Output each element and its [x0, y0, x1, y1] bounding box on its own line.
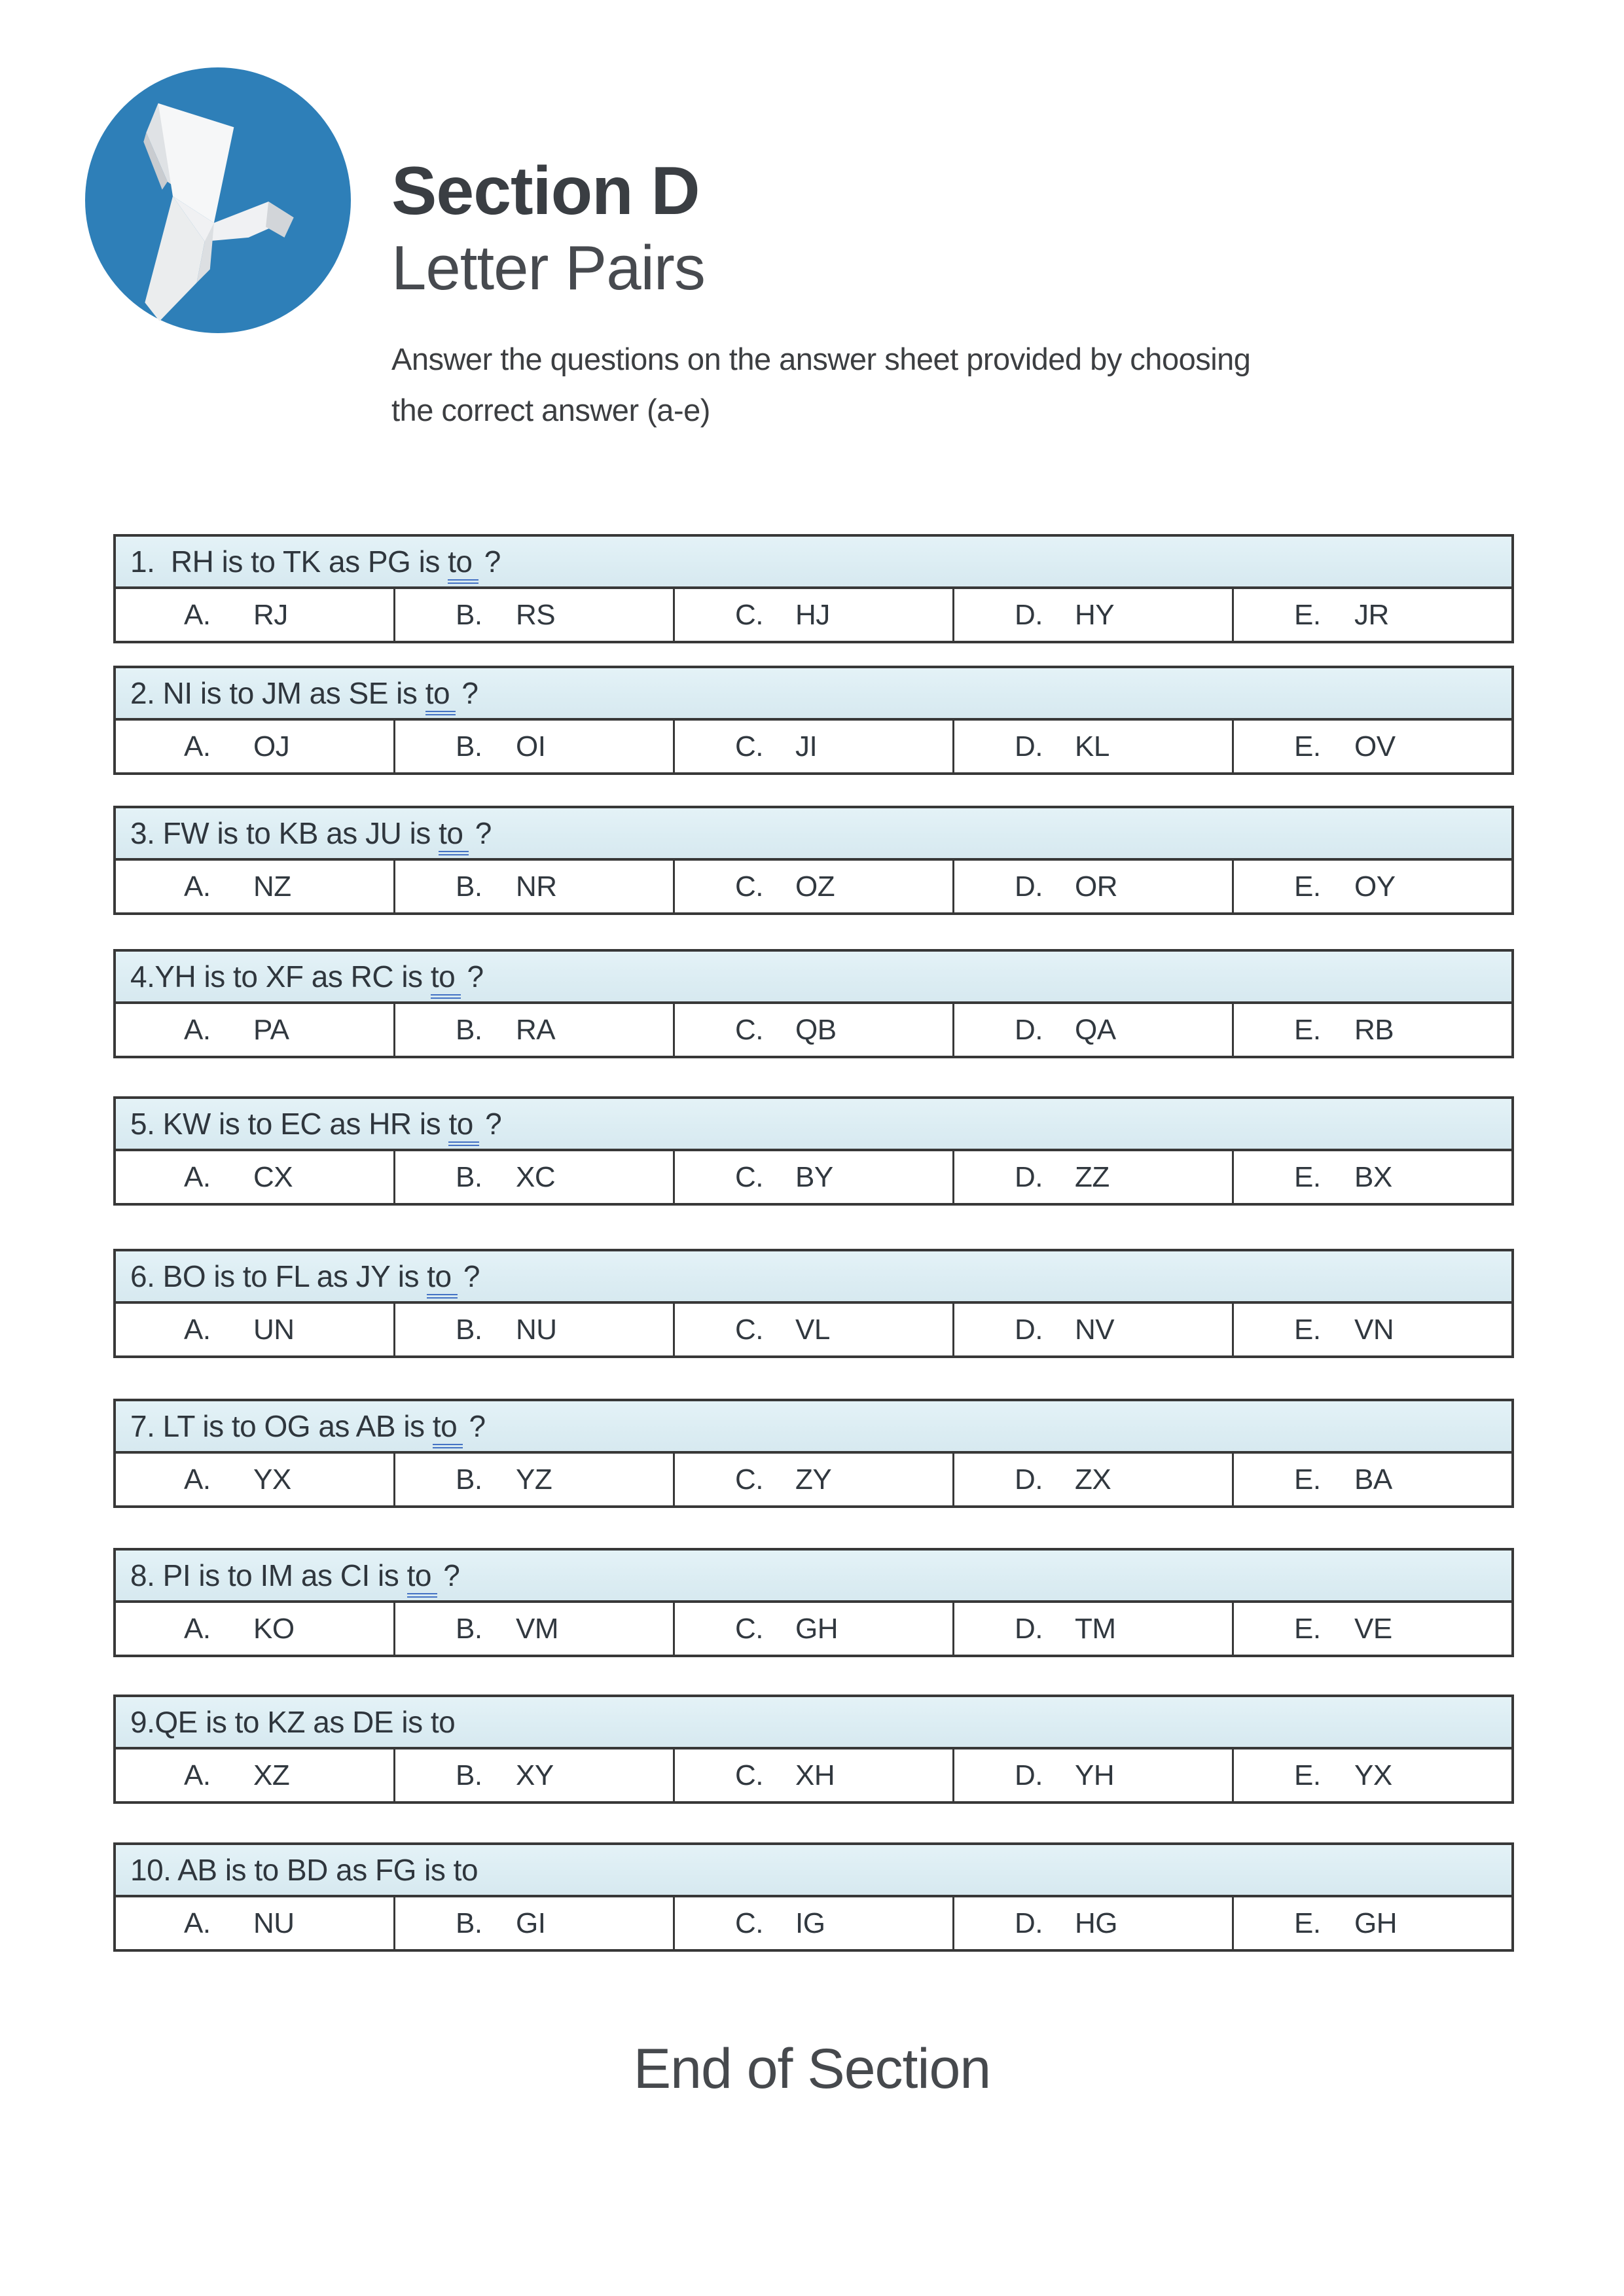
- question-text-pre: 4.YH is to XF as RC is: [130, 960, 431, 994]
- option-letter: D.: [1015, 730, 1043, 762]
- option-letter: E.: [1294, 1463, 1321, 1496]
- option-value: RA: [516, 1013, 556, 1046]
- option-cell-c: [675, 861, 954, 912]
- question-text: [130, 959, 484, 994]
- instructions: [391, 334, 1537, 436]
- options-row: [116, 589, 1511, 641]
- option-value: JR: [1354, 598, 1389, 631]
- question-block: [113, 1842, 1514, 1952]
- option-letter: B.: [456, 1612, 482, 1645]
- option-cell-d: [954, 589, 1234, 641]
- options-row: [116, 1603, 1511, 1655]
- option-value: YX: [253, 1463, 291, 1496]
- option-cell-d: [954, 861, 1234, 912]
- instructions-line-1: Answer the questions on the answer sheet provided by choosing: [391, 341, 1251, 376]
- option-value: KO: [253, 1612, 295, 1645]
- question-text-underlined: to: [425, 676, 456, 715]
- question-block: [113, 1096, 1514, 1206]
- question-text-pre: 7. LT is to OG as AB is: [130, 1409, 433, 1443]
- question-header: [116, 1099, 1511, 1151]
- question-block: [113, 666, 1514, 775]
- question-header: [116, 537, 1511, 589]
- question-block: [113, 1695, 1514, 1804]
- option-cell-e: [1234, 1897, 1511, 1949]
- option-value: GH: [1354, 1907, 1397, 1939]
- option-value: VL: [795, 1313, 830, 1346]
- question-text-post: ?: [455, 1259, 480, 1293]
- option-cell-b: [395, 1304, 675, 1355]
- option-letter: B.: [456, 1013, 482, 1046]
- option-cell-c: [675, 1749, 954, 1801]
- question-text-post: ?: [476, 545, 501, 579]
- option-value: XY: [516, 1759, 554, 1791]
- option-letter: C.: [735, 1013, 763, 1046]
- question-text-post: ?: [477, 1107, 502, 1141]
- option-value: XZ: [253, 1759, 290, 1791]
- option-value: YX: [1354, 1759, 1392, 1791]
- options-row: [116, 1151, 1511, 1203]
- option-letter: D.: [1015, 1759, 1043, 1791]
- option-value: KL: [1075, 730, 1110, 762]
- option-letter: E.: [1294, 730, 1321, 762]
- question-text-underlined: to: [433, 1409, 463, 1448]
- option-cell-a: [116, 1004, 395, 1056]
- option-cell-a: [116, 1749, 395, 1801]
- option-cell-c: [675, 1004, 954, 1056]
- question-text: [130, 1704, 455, 1740]
- question-text-post: ?: [467, 816, 492, 850]
- options-row: [116, 861, 1511, 912]
- option-letter: A.: [184, 730, 211, 762]
- option-cell-b: [395, 1603, 675, 1655]
- option-value: CX: [253, 1160, 293, 1193]
- option-cell-c: [675, 1603, 954, 1655]
- option-value: RB: [1354, 1013, 1394, 1046]
- question-text: [130, 1558, 460, 1593]
- question-text-post: ?: [459, 960, 484, 994]
- option-cell-a: [116, 1151, 395, 1203]
- option-letter: A.: [184, 870, 211, 903]
- option-cell-a: [116, 721, 395, 772]
- option-letter: C.: [735, 1907, 763, 1939]
- option-cell-e: [1234, 1304, 1511, 1355]
- option-value: BY: [795, 1160, 833, 1193]
- option-value: OV: [1354, 730, 1396, 762]
- option-letter: E.: [1294, 1160, 1321, 1193]
- question-text-post: ?: [435, 1558, 460, 1592]
- option-letter: A.: [184, 1759, 211, 1791]
- option-cell-c: [675, 589, 954, 641]
- page-title: Section D: [391, 153, 700, 229]
- option-cell-b: [395, 861, 675, 912]
- option-cell-a: [116, 589, 395, 641]
- questions-list: [113, 534, 1514, 1952]
- option-cell-a: [116, 1897, 395, 1949]
- option-letter: B.: [456, 1463, 482, 1496]
- question-text-underlined: to: [448, 1107, 478, 1146]
- question-block: [113, 1399, 1514, 1508]
- option-value: ZY: [795, 1463, 832, 1496]
- question-text: [130, 1852, 478, 1888]
- option-value: NR: [516, 870, 557, 903]
- question-text: [130, 816, 492, 851]
- options-row: [116, 1004, 1511, 1056]
- option-value: OI: [516, 730, 546, 762]
- option-value: XC: [516, 1160, 556, 1193]
- options-row: [116, 721, 1511, 772]
- option-cell-b: [395, 1749, 675, 1801]
- option-value: TM: [1075, 1612, 1116, 1645]
- question-header: [116, 952, 1511, 1004]
- option-value: OZ: [795, 870, 835, 903]
- option-letter: E.: [1294, 1907, 1321, 1939]
- question-text: [130, 1259, 480, 1294]
- option-letter: C.: [735, 598, 763, 631]
- option-letter: E.: [1294, 1313, 1321, 1346]
- option-cell-b: [395, 1151, 675, 1203]
- option-cell-e: [1234, 1749, 1511, 1801]
- question-text-pre: 6. BO is to FL as JY is: [130, 1259, 427, 1293]
- option-letter: D.: [1015, 1313, 1043, 1346]
- question-text: [130, 544, 501, 579]
- options-row: [116, 1304, 1511, 1355]
- option-cell-b: [395, 1004, 675, 1056]
- question-text-pre: 10. AB is to BD as FG is to: [130, 1853, 478, 1887]
- option-cell-d: [954, 1304, 1234, 1355]
- option-cell-c: [675, 1151, 954, 1203]
- question-block: [113, 1548, 1514, 1657]
- option-cell-a: [116, 861, 395, 912]
- question-header: [116, 1551, 1511, 1603]
- option-letter: E.: [1294, 1759, 1321, 1791]
- question-text-pre: 3. FW is to KB as JU is: [130, 816, 439, 850]
- question-text-pre: 1. RH is to TK as PG is: [130, 545, 448, 579]
- option-value: NV: [1075, 1313, 1115, 1346]
- option-letter: D.: [1015, 870, 1043, 903]
- question-text-underlined: to: [407, 1558, 437, 1598]
- option-letter: D.: [1015, 1612, 1043, 1645]
- option-cell-b: [395, 1454, 675, 1505]
- option-letter: E.: [1294, 870, 1321, 903]
- option-letter: A.: [184, 1313, 211, 1346]
- option-value: NZ: [253, 870, 291, 903]
- option-value: VM: [516, 1612, 558, 1645]
- option-letter: E.: [1294, 1013, 1321, 1046]
- option-letter: B.: [456, 730, 482, 762]
- option-value: HJ: [795, 598, 830, 631]
- question-header: [116, 1697, 1511, 1749]
- option-letter: C.: [735, 730, 763, 762]
- option-value: HY: [1075, 598, 1115, 631]
- option-value: OR: [1075, 870, 1117, 903]
- option-letter: B.: [456, 1313, 482, 1346]
- question-header: [116, 1401, 1511, 1454]
- option-value: OY: [1354, 870, 1396, 903]
- option-cell-d: [954, 1454, 1234, 1505]
- page-subtitle: Letter Pairs: [391, 233, 705, 304]
- question-text-pre: 8. PI is to IM as CI is: [130, 1558, 407, 1592]
- option-cell-e: [1234, 589, 1511, 641]
- option-value: YH: [1075, 1759, 1115, 1791]
- question-header: [116, 668, 1511, 721]
- option-value: HG: [1075, 1907, 1117, 1939]
- option-value: GI: [516, 1907, 546, 1939]
- option-letter: C.: [735, 1612, 763, 1645]
- option-letter: C.: [735, 1160, 763, 1193]
- option-cell-a: [116, 1304, 395, 1355]
- question-header: [116, 1845, 1511, 1897]
- question-text-post: ?: [454, 676, 478, 710]
- options-row: [116, 1454, 1511, 1505]
- option-value: VN: [1354, 1313, 1394, 1346]
- option-cell-c: [675, 1454, 954, 1505]
- option-cell-a: [116, 1454, 395, 1505]
- option-letter: B.: [456, 598, 482, 631]
- option-letter: D.: [1015, 1013, 1043, 1046]
- option-letter: A.: [184, 1463, 211, 1496]
- option-value: RS: [516, 598, 556, 631]
- options-row: [116, 1897, 1511, 1949]
- option-cell-e: [1234, 1004, 1511, 1056]
- option-letter: A.: [184, 1612, 211, 1645]
- question-text-underlined: to: [448, 545, 478, 584]
- options-row: [116, 1749, 1511, 1801]
- question-text: [130, 1408, 486, 1444]
- option-value: NU: [516, 1313, 557, 1346]
- option-letter: D.: [1015, 1463, 1043, 1496]
- question-text-pre: 2. NI is to JM as SE is: [130, 676, 425, 710]
- option-value: GH: [795, 1612, 838, 1645]
- instructions-line-2: the correct answer (a-e): [391, 392, 710, 427]
- option-letter: B.: [456, 1160, 482, 1193]
- origami-dove-logo: [85, 67, 351, 333]
- option-cell-e: [1234, 1151, 1511, 1203]
- option-value: QB: [795, 1013, 837, 1046]
- option-value: JI: [795, 730, 818, 762]
- option-value: PA: [253, 1013, 289, 1046]
- question-text-pre: 5. KW is to EC as HR is: [130, 1107, 449, 1141]
- question-text-underlined: to: [439, 816, 469, 855]
- option-cell-b: [395, 1897, 675, 1949]
- question-block: [113, 949, 1514, 1058]
- option-value: RJ: [253, 598, 288, 631]
- option-letter: D.: [1015, 1907, 1043, 1939]
- question-text: [130, 675, 478, 711]
- option-cell-d: [954, 1749, 1234, 1801]
- option-value: YZ: [516, 1463, 552, 1496]
- option-value: ZX: [1075, 1463, 1111, 1496]
- question-block: [113, 806, 1514, 915]
- option-cell-c: [675, 1897, 954, 1949]
- option-cell-e: [1234, 721, 1511, 772]
- option-cell-d: [954, 1897, 1234, 1949]
- option-letter: A.: [184, 1013, 211, 1046]
- option-cell-e: [1234, 861, 1511, 912]
- option-cell-c: [675, 721, 954, 772]
- option-cell-b: [395, 721, 675, 772]
- option-cell-e: [1234, 1454, 1511, 1505]
- question-header: [116, 808, 1511, 861]
- option-letter: C.: [735, 1463, 763, 1496]
- origami-dove-icon: [85, 67, 351, 333]
- option-letter: A.: [184, 1907, 211, 1939]
- option-value: NU: [253, 1907, 295, 1939]
- option-letter: B.: [456, 1759, 482, 1791]
- option-value: ZZ: [1075, 1160, 1110, 1193]
- option-cell-e: [1234, 1603, 1511, 1655]
- option-cell-d: [954, 1004, 1234, 1056]
- question-text-underlined: to: [427, 1259, 457, 1299]
- option-letter: A.: [184, 1160, 211, 1193]
- option-letter: C.: [735, 1313, 763, 1346]
- option-cell-c: [675, 1304, 954, 1355]
- question-block: [113, 1249, 1514, 1358]
- option-letter: D.: [1015, 598, 1043, 631]
- option-letter: C.: [735, 1759, 763, 1791]
- option-value: XH: [795, 1759, 835, 1791]
- option-cell-d: [954, 721, 1234, 772]
- option-letter: E.: [1294, 598, 1321, 631]
- option-letter: B.: [456, 1907, 482, 1939]
- option-value: UN: [253, 1313, 295, 1346]
- end-of-section-text: End of Section: [633, 2037, 991, 2100]
- option-letter: D.: [1015, 1160, 1043, 1193]
- question-text-pre: 9.QE is to KZ as DE is to: [130, 1705, 456, 1739]
- option-cell-b: [395, 589, 675, 641]
- option-letter: C.: [735, 870, 763, 903]
- question-block: [113, 534, 1514, 643]
- question-text-post: ?: [461, 1409, 486, 1443]
- option-value: VE: [1354, 1612, 1392, 1645]
- option-letter: A.: [184, 598, 211, 631]
- option-value: OJ: [253, 730, 290, 762]
- question-header: [116, 1251, 1511, 1304]
- option-value: BA: [1354, 1463, 1392, 1496]
- option-value: IG: [795, 1907, 825, 1939]
- question-text-underlined: to: [431, 960, 461, 999]
- option-value: QA: [1075, 1013, 1116, 1046]
- option-cell-a: [116, 1603, 395, 1655]
- option-letter: E.: [1294, 1612, 1321, 1645]
- option-letter: B.: [456, 870, 482, 903]
- option-cell-d: [954, 1151, 1234, 1203]
- option-value: BX: [1354, 1160, 1392, 1193]
- option-cell-d: [954, 1603, 1234, 1655]
- question-text: [130, 1106, 501, 1141]
